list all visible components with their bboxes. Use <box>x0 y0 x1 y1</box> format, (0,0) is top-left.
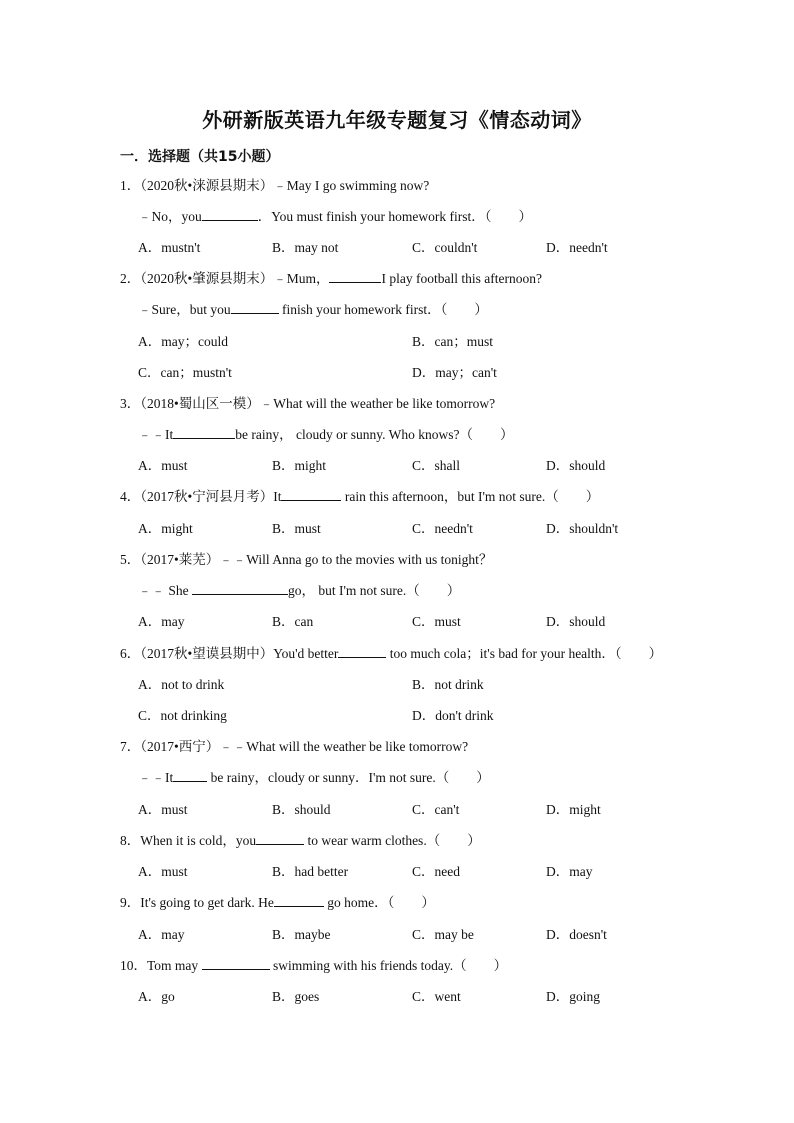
answer-blank[interactable] <box>202 208 258 221</box>
question-10-stem: 10．Tom may swimming with his friends today.（ ） <box>120 958 508 973</box>
answer-blank[interactable] <box>274 894 324 907</box>
option-a[interactable]: A．mustn't <box>138 240 201 255</box>
question-3-line2: ﹣﹣It be rainy， cloudy or sunny. Who knows?（ ） <box>138 427 514 442</box>
answer-blank[interactable] <box>281 488 341 501</box>
option-d[interactable]: D．don't drink <box>412 708 494 723</box>
option-b[interactable]: B．maybe <box>272 927 331 942</box>
option-c[interactable]: C．can；mustn't <box>138 365 232 380</box>
option-c[interactable]: C．may be <box>412 927 474 942</box>
question-4-stem: 4．（2017秋•宁河县月考）It rain this afternoon，but I'm not sure.（ ） <box>120 489 600 504</box>
question-8-stem: 8．When it is cold，you to wear warm clothes.（ ） <box>120 833 481 848</box>
option-d[interactable]: D．going <box>546 989 600 1004</box>
option-c[interactable]: C．went <box>412 989 461 1004</box>
option-a[interactable]: A．must <box>138 802 188 817</box>
option-d[interactable]: D．may；can't <box>412 365 497 380</box>
option-b[interactable]: B．had better <box>272 864 349 879</box>
option-d[interactable]: D．should <box>546 458 606 473</box>
question-5-stem: 5．（2017•莱芜）﹣﹣Will Anna go to the movies with us tonight？ <box>120 552 493 567</box>
answer-blank[interactable] <box>202 957 270 970</box>
option-d[interactable]: D．needn't <box>546 240 608 255</box>
option-a[interactable]: A．not to drink <box>138 677 225 692</box>
option-b[interactable]: B．can；must <box>412 334 493 349</box>
answer-blank[interactable] <box>192 582 288 595</box>
question-1-line2: ﹣No，you ．You must finish your homework first．（ ） <box>138 209 533 224</box>
option-a[interactable]: A．go <box>138 989 175 1004</box>
option-d[interactable]: D．might <box>546 802 601 817</box>
section-heading: 一．选择题（共15小题） <box>120 149 280 165</box>
question-6-stem: 6．（2017秋•望谟县期中）You'd better too much cola；it's bad for your health．（ ） <box>120 646 663 661</box>
option-c[interactable]: C．shall <box>412 458 461 473</box>
question-3-stem: 3．（2018•蜀山区一模）﹣What will the weather be like tomorrow? <box>120 396 496 411</box>
option-a[interactable]: A．might <box>138 521 193 536</box>
option-b[interactable]: B．can <box>272 614 314 629</box>
option-c[interactable]: C．can't <box>412 802 460 817</box>
option-b[interactable]: B．must <box>272 521 321 536</box>
option-a[interactable]: A．must <box>138 864 188 879</box>
option-a[interactable]: A．may；could <box>138 334 228 349</box>
option-c[interactable]: C．couldn't <box>412 240 478 255</box>
answer-blank[interactable] <box>231 301 279 314</box>
option-a[interactable]: A．may <box>138 614 185 629</box>
answer-blank[interactable] <box>329 270 381 283</box>
option-b[interactable]: B．goes <box>272 989 320 1004</box>
option-c[interactable]: C．need <box>412 864 460 879</box>
question-1-stem: 1．（2020秋•涞源县期末）﹣May I go swimming now? <box>120 178 430 193</box>
answer-blank[interactable] <box>338 645 386 658</box>
option-c[interactable]: C．needn't <box>412 521 473 536</box>
option-a[interactable]: A．may <box>138 927 185 942</box>
option-c[interactable]: C．must <box>412 614 461 629</box>
question-2-line2: ﹣Sure，but you finish your homework first．（ ） <box>138 302 488 317</box>
option-c[interactable]: C．not drinking <box>138 708 227 723</box>
option-b[interactable]: B．may not <box>272 240 339 255</box>
option-a[interactable]: A．must <box>138 458 188 473</box>
option-b[interactable]: B．might <box>272 458 327 473</box>
question-5-line2: ﹣﹣ She go， but I'm not sure.（ ） <box>138 583 461 598</box>
option-d[interactable]: D．may <box>546 864 593 879</box>
answer-blank[interactable] <box>173 769 207 782</box>
option-d[interactable]: D．shouldn't <box>546 521 619 536</box>
answer-blank[interactable] <box>256 832 304 845</box>
option-d[interactable]: D．should <box>546 614 606 629</box>
page-title: 外研新版英语九年级专题复习《情态动词》 <box>202 108 592 132</box>
answer-blank[interactable] <box>173 426 235 439</box>
option-d[interactable]: D．doesn't <box>546 927 607 942</box>
question-7-line2: ﹣﹣It be rainy，cloudy or sunny．I'm not sure.（ ） <box>138 770 490 785</box>
question-7-stem: 7．（2017•西宁）﹣﹣What will the weather be like tomorrow? <box>120 739 469 754</box>
question-2-stem: 2．（2020秋•肇源县期末）﹣Mum， I play football this afternoon? <box>120 271 542 286</box>
option-b[interactable]: B．not drink <box>412 677 484 692</box>
option-b[interactable]: B．should <box>272 802 331 817</box>
question-9-stem: 9．It's going to get dark. He go home．（ ） <box>120 895 435 910</box>
